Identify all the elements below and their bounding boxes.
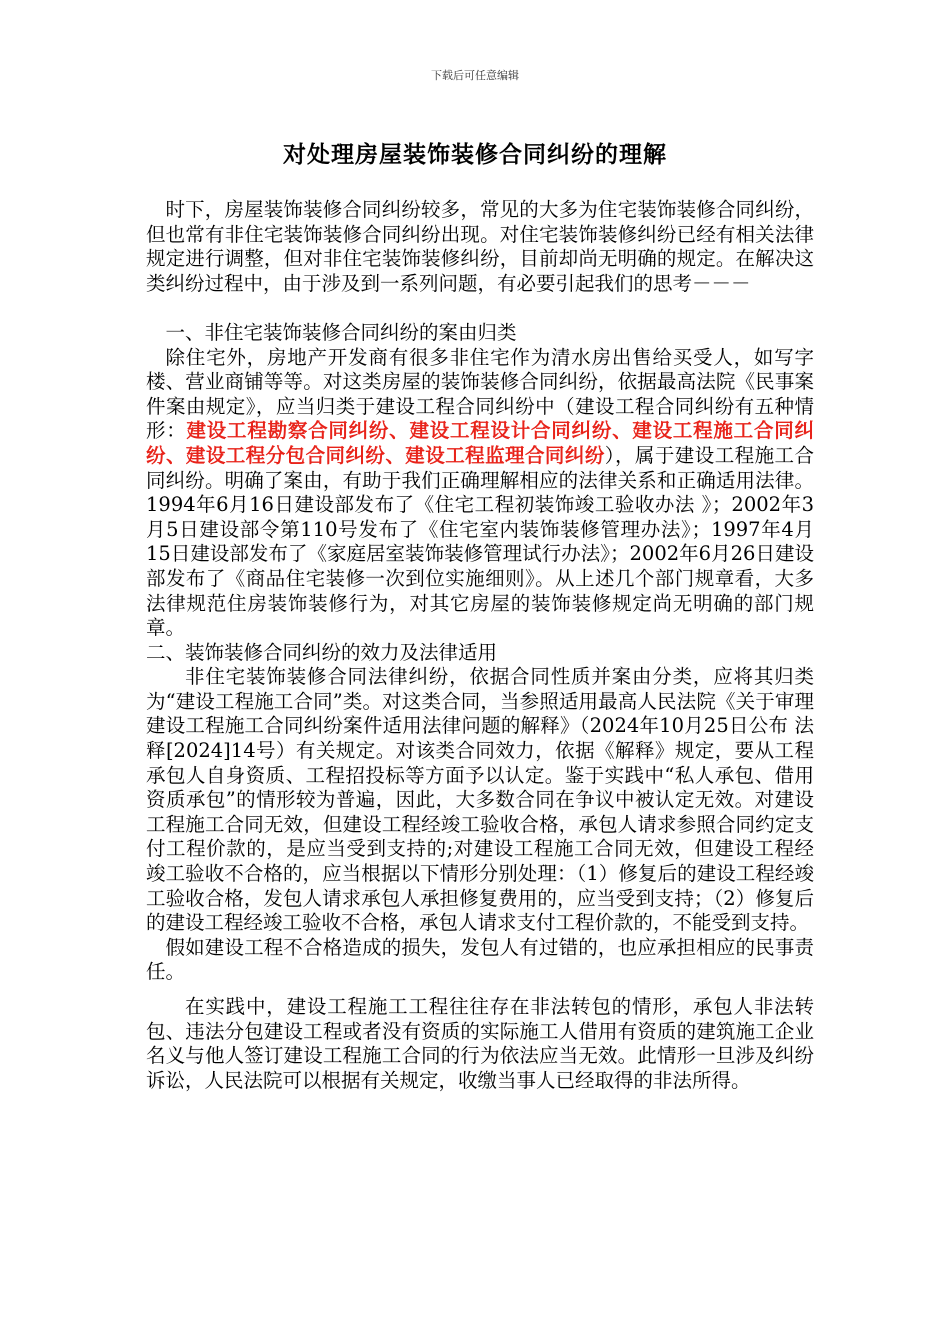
paragraph-spacer bbox=[146, 296, 814, 321]
page-header: 下载后可任意编辑 bbox=[431, 69, 519, 82]
document-title: 对处理房屋装饰装修合同纠纷的理解 bbox=[283, 142, 667, 168]
section2-paragraph-3: 在实践中，建设工程施工工程往往存在非法转包的情形，承包人非法转包、违法分包建设工程或者没有资质的实际施工人借用有资质的建筑施工企业名义与他人签订建设工程施工合同的行为依法应当无效。此情形一旦涉及纠纷诉讼，人民法院可以根据有关规定，收缴当事人已经取得的非法所得。 bbox=[146, 995, 814, 1092]
section1-text-b: ），属于建设工程施工合同纠纷。明确了案由，有助于我们正确理解相应的法律关系和正确适用法律。1994年6月16日建设部发布了《住宅工程初装饰竣工验收办法 》；2002年3月5日建设部令第110号发布了《住宅室内装饰装修管理办法》；1997年4月15日建设部发布了《家庭居室装饰装修管理试行办法》；2002年6月26日建设部发布了《商品住宅装修一次到位实施细则》。从上述几个部门规章看，大多法律规范住房装饰装修行为，对其它房屋的装饰装修规定尚无明确的部门规章。 bbox=[146, 443, 814, 640]
section2-paragraph-1: 非住宅装饰装修合同法律纠纷，依据合同性质并案由分类，应将其归类为“建设工程施工合同”类。对这类合同，当参照适用最高人民法院《关于审理建设工程施工合同纠纷案件适用法律问题的解释》（2024年10月25日公布 法释[2024]14号）有关规定。对该类合同效力，依据《解释》规定，要从工程承包人自身资质、工程招投标等方面予以认定。鉴于实践中“私人承包、借用资质承包”的情形较为普遍，因此，大多数合同在争议中被认定无效。对建设工程施工合同无效，但建设工程经竣工验收合格，承包人请求参照合同约定支付工程价款的，是应当受到支持的;对建设工程施工合同无效，但建设工程经竣工验收不合格的，应当根据以下情形分别处理：（1）修复后的建设工程经竣工验收合格，发包人请求承包人承担修复费用的，应当受到支持；（2）修复后的建设工程经竣工验收不合格，承包人请求支付工程价款的，不能受到支持。 bbox=[146, 665, 814, 935]
section2-paragraph-2: 假如建设工程不合格造成的损失，发包人有过错的，也应承担相应的民事责任。 bbox=[146, 935, 814, 984]
section1-text-a: 除住宅外，房地产开发商有很多非住宅作为清水房出售给买受人，如写字楼、营业商铺等等。对这类房屋的装饰装修合同纠纷，依据最高法院《民事案件案由规定》，应当归类于建设工程合同纠纷中（建设工程合同纠纷有五种情形： bbox=[146, 345, 814, 443]
document-body bbox=[146, 198, 814, 1093]
paragraph-spacer bbox=[146, 985, 814, 995]
intro-paragraph: 时下，房屋装饰装修合同纠纷较多，常见的大多为住宅装饰装修合同纠纷，但也常有非住宅装饰装修合同纠纷出现。对住宅装饰装修纠纷已经有相关法律规定进行调整，但对非住宅装饰装修纠纷，目前却尚无明确的规定。在解决这类纠纷过程中，由于涉及到一系列问题，有必要引起我们的思考－－－ bbox=[146, 198, 814, 295]
section2-heading: 二、装饰装修合同纠纷的效力及法律适用 bbox=[146, 640, 498, 664]
contract-types-highlight: 建设工程勘察合同纠纷、建设工程设计合同纠纷、建设工程施工合同纠纷、建设工程分包合同纠纷、建设工程监理合同纠纷 bbox=[146, 419, 814, 467]
section1-paragraph bbox=[146, 346, 814, 641]
section1-heading: 一、非住宅装饰装修合同纠纷的案由归类 bbox=[165, 320, 517, 344]
